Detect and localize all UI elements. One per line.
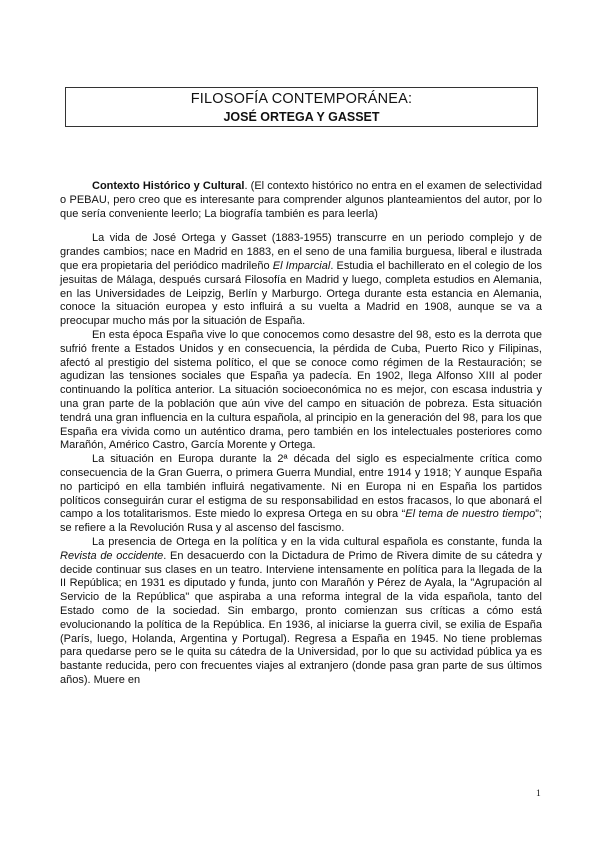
politics-paragraph <box>60 536 542 688</box>
europe-text: La situación en Europa durante la 2ª década del siglo es especialmente crítica como consecuencia de la Gran Guerra, o primera Guerra Mundial, entre 1914 y 1918; Y aunque España no participó en ella también influirá negativamente. Ni en Europa ni en España los partidos políticos conseguirán curar el estigma de su responsabilidad en estos fracasos, lo que abonará el campo a los totalitarismos. Este miedo lo expresa Ortega en su obra “ <box>60 453 542 521</box>
document-body <box>60 180 542 688</box>
europe-emphasis: El tema de nuestro tiempo <box>405 508 536 521</box>
biography-paragraph <box>60 232 542 329</box>
intro-heading: Contexto Histórico y Cultural <box>92 180 245 192</box>
politics-text-cont: . En desacuerdo con la Dictadura de Primo de Rivera dimite de su cátedra y decide continuar sus clases en un teatro. Interviene intensamente en política para la llegada de la II República; en 1931 es diputado y funda, junto con Marañón y Pérez de Ayala, la "Agrupación al Servicio de la República" que aspiraba a una reforma integral de la vida española, tanto del Estado como de la sociedad. Sin embargo, pronto comienzan sus críticas a cómo está evolucionando la política de la República. En 1936, al iniciarse la guerra civil, se exilia de España (París, luego, Holanda, Argentina y Portugal). Regresa a España en 1945. No tiene problemas para quedarse pero se le quita su cátedra de la Universidad, por lo que su actividad pública ya es bastante reducida, pero con frecuentes viajes al extranjero (donde pasa gran parte de sus últimos años). Muere en <box>60 549 542 686</box>
document-subtitle: JOSÉ ORTEGA Y GASSET <box>223 110 380 124</box>
intro-text: . (El contexto histórico no entra en el examen de selectividad o PEBAU, pero creo que es interesante para comprender algunos planteamientos del autor, por lo que sería conveniente leerlo; La biografía también es para leerla) <box>60 180 542 220</box>
biography-text: La vida de José Ortega y Gasset (1883-1955) transcurre en un periodo complejo y de grandes cambios; nace en Madrid en 1883, en el seno de una familia burguesa, liberal e ilustrada que era propietaria del periódico madrileño <box>60 232 542 272</box>
biography-text-cont: . Estudia el bachillerato en el colegio de los jesuitas de Málaga, después cursará Filosofía en Madrid y luego, completa estudios en Alemania, en las Universidades de Leipzig, Berlín y Marburgo. Ortega durante esta estancia en Alemania, conoce la situación europea y esto influirá a su vuelta a Madrid en 1908, aunque se va a preocupar mucho más por la situación de España. <box>60 259 543 328</box>
intro-paragraph <box>60 180 542 221</box>
spain-context-paragraph: En esta época España vive lo que conocemos como desastre del 98, esto es la derrota que sufrió frente a Estados Unidos y en consecuencia, la pérdida de Cuba, Puerto Rico y Filipinas, afectó al prestigio del sistema político, el que se conoce como régimen de la Restauración; se agudizan las tensiones sociales que España ya padecía. En 1902, llega Alfonso XIII al poder continuando la política anterior. La situación socioeconómica no es mejor, con escasa industria y una gran parte de la población que aún vive del campo en situación de pobreza. Esta situación tendrá una gran influencia en la cultura española, al principio en la generación del 98, para los que España era vivida como un auténtico drama, pero también en los intelectuales posteriores como Marañón, Américo Castro, García Morente y Ortega. <box>60 328 542 452</box>
biography-emphasis: El Imparcial <box>272 259 331 272</box>
page-number: 1 <box>536 789 541 799</box>
title-box <box>65 87 538 127</box>
politics-emphasis: Revista de occidente <box>60 549 164 562</box>
europe-context-paragraph <box>60 453 542 536</box>
document-title: FILOSOFÍA CONTEMPORÁNEA: <box>190 91 413 107</box>
politics-text: La presencia de Ortega en la política y en la vida cultural española es constante, funda la <box>92 535 542 548</box>
europe-text-cont: ”; se refiere a la Revolución Rusa y al ascenso del fascismo. <box>60 508 542 535</box>
